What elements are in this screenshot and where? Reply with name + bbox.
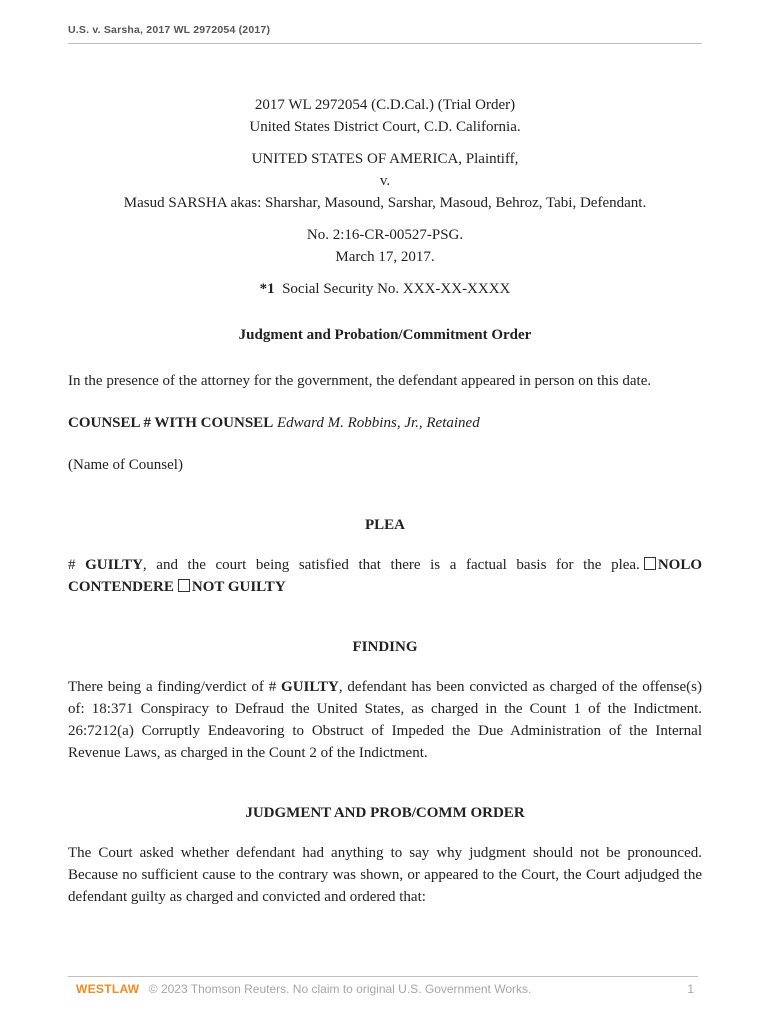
decision-date: March 17, 2017. bbox=[335, 249, 435, 265]
document-title: Judgment and Probation/Commitment Order bbox=[238, 327, 532, 343]
versus: v. bbox=[379, 173, 391, 189]
finding-paragraph bbox=[68, 676, 702, 764]
not-guilty-checkbox bbox=[178, 579, 190, 592]
star-page-marker: *1 bbox=[259, 281, 275, 297]
westlaw-logo: WESTLAW bbox=[76, 982, 140, 996]
plea-hash: # bbox=[68, 557, 76, 573]
judgment-paragraph: The Court asked whether defendant had anything to say why judgment should not be pronounced. Because no sufficient cause to the contrary was shown, or appeared to the Court, the Court adjudged the defendant guilty as charged and convicted and ordered that: bbox=[68, 845, 702, 905]
finding-text: , defendant has been convicted as charged of the offense(s) of: 18:371 Conspiracy to Defraud the United States, as charged in the Count 1 of the Indictment. 26:7212(a) Corruptly Endeavoring to Obstruct of Impeded the Due Administration of the Internal Revenue Laws, as charged in the Count 2 of the Indictment. bbox=[68, 679, 702, 761]
ssn-line bbox=[68, 278, 702, 300]
plea-text: , and the court being satisfied that there is a factual basis for the plea. bbox=[142, 557, 640, 573]
plea-paragraph bbox=[68, 554, 702, 598]
running-header: U.S. v. Sarsha, 2017 WL 2972054 (2017) bbox=[68, 24, 271, 36]
presence-paragraph: In the presence of the attorney for the government, the defendant appeared in person on this date. bbox=[68, 373, 652, 389]
page-footer bbox=[76, 981, 696, 997]
plea-nolo: NOLO CONTENDERE bbox=[68, 557, 702, 595]
docket-block bbox=[68, 224, 702, 268]
counsel-paragraph bbox=[68, 412, 702, 434]
finding-heading: FINDING bbox=[352, 639, 418, 655]
case-citation: 2017 WL 2972054 (C.D.Cal.) (Trial Order) bbox=[254, 97, 516, 113]
counsel-caption: (Name of Counsel) bbox=[68, 457, 183, 473]
case-citation-block bbox=[68, 94, 702, 138]
defendant-name: Masud SARSHA akas: Sharshar, Masound, Sarshar, Masoud, Behroz, Tabi, Defendant. bbox=[123, 195, 647, 211]
footer-copyright: © 2023 Thomson Reuters. No claim to original U.S. Government Works. bbox=[148, 982, 532, 996]
judgment-heading: JUDGMENT AND PROB/COMM ORDER bbox=[245, 805, 525, 821]
plea-heading: PLEA bbox=[364, 517, 405, 533]
document-body bbox=[68, 94, 702, 908]
plea-guilty: GUILTY bbox=[85, 557, 143, 573]
page-number: 1 bbox=[687, 982, 694, 996]
court-name: United States District Court, C.D. California. bbox=[249, 119, 521, 135]
ssn-text: Social Security No. XXX-XX-XXXX bbox=[282, 281, 511, 297]
finding-guilty: GUILTY bbox=[281, 679, 339, 695]
counsel-name: Edward M. Robbins, Jr., Retained bbox=[276, 415, 480, 431]
counsel-label: COUNSEL # WITH COUNSEL bbox=[68, 415, 274, 431]
parties-block bbox=[68, 148, 702, 214]
footer-divider bbox=[68, 976, 698, 977]
plea-not-guilty: NOT GUILTY bbox=[191, 579, 286, 595]
nolo-checkbox bbox=[644, 557, 656, 570]
plaintiff-name: UNITED STATES OF AMERICA, Plaintiff, bbox=[251, 151, 519, 167]
header-divider bbox=[68, 43, 702, 44]
docket-number: No. 2:16-CR-00527-PSG. bbox=[306, 227, 464, 243]
finding-prefix: There being a finding/verdict of # bbox=[68, 679, 277, 695]
